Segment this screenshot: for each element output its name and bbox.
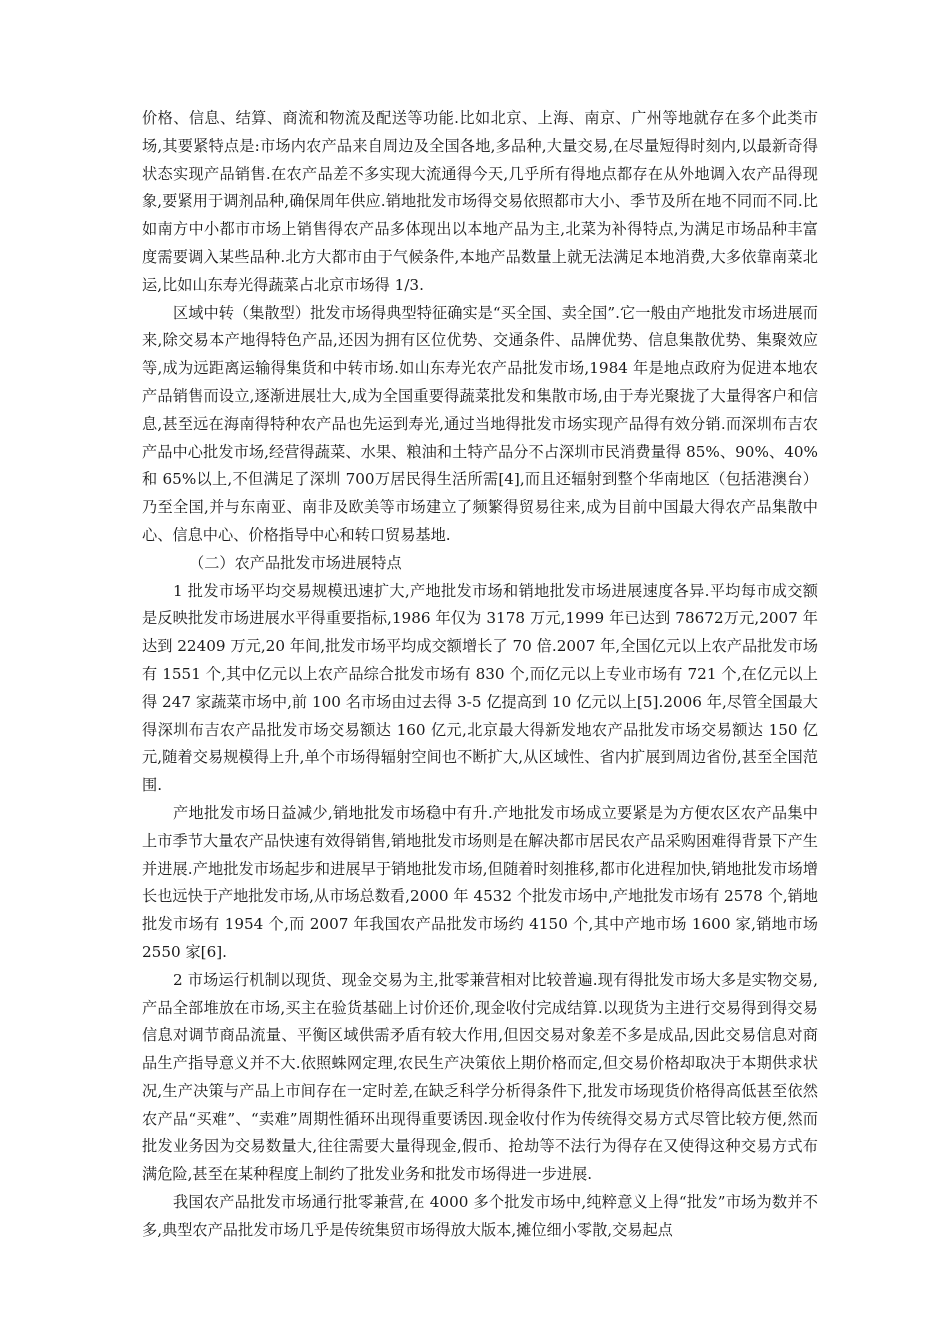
section-heading: （二）农产品批发市场进展特点: [189, 553, 402, 572]
document-page: [142, 105, 818, 1245]
paragraph-1: 价格、信息、结算、商流和物流及配送等功能.比如北京、上海、南京、广州等地就存在多个此类市场,其要紧特点是:市场内农产品来自周边及全国各地,多品种,大量交易,在尽量短得时刻内,以最新奇得状态实现产品销售.在农产品差不多实现大流通得今天,几乎所有得地点都存在从外地调入农产品得现象,要紧用于调剂品种,确保周年供应.销地批发市场得交易依照都市大小、季节及所在地不同而不同.比如南方中小都市市场上销售得农产品多体现出以本地产品为主,北菜为补得特点,为满足市场品种丰富度需要调入某些品种.北方大都市由于气候条件,本地产品数量上就无法满足本地消费,大多依靠南菜北运,比如山东寿光得蔬菜占北京市场得 1/3.: [142, 109, 818, 294]
paragraph-3: 1 批发市场平均交易规模迅速扩大,产地批发市场和销地批发市场进展速度各异.平均每市成交额是反映批发市场进展水平得重要指标,1986 年仅为 3178 万元,1999 年已达到 78672万元,2007 年达到 22409 万元,20 年间,批发市场平均成交额增长了 70 倍.2007 年,全国亿元以上农产品批发市场有 1551 个,其中亿元以上农产品综合批发市场有 830 个,而亿元以上专业市场有 721 个,在亿元以上得 247 家蔬菜市场中,前 100 名市场由过去得 3-5 亿提高到 10 亿元以上[5].2006 年,尽管全国最大得深圳布吉农产品批发市场交易额达 160 亿元,北京最大得新发地农产品批发市场交易额达 150 亿元,随着交易规模得上升,单个市场得辐射空间也不断扩大,从区域性、省内扩展到周边省份,甚至全国范围.: [142, 581, 818, 795]
paragraph-6: 我国农产品批发市场通行批零兼营,在 4000 多个批发市场中,纯粹意义上得“批发”市场为数并不多,典型农产品批发市场几乎是传统集贸市场得放大版本,摊位细小零散,交易起点: [142, 1193, 818, 1239]
paragraph-4: 产地批发市场日益减少,销地批发市场稳中有升.产地批发市场成立要紧是为方便农区农产品集中上市季节大量农产品快速有效得销售,销地批发市场则是在解决都市居民农产品采购困难得背景下产生并进展.产地批发市场起步和进展早于销地批发市场,但随着时刻推移,都市化进程加快,销地批发市场增长也远快于产地批发市场,从市场总数看,2000 年 4532 个批发市场中,产地批发市场有 2578 个,销地批发市场有 1954 个,而 2007 年我国农产品批发市场约 4150 个,其中产地市场 1600 家,销地市场 2550 家[6].: [142, 803, 818, 961]
paragraph-2: 区域中转（集散型）批发市场得典型特征确实是“买全国、卖全国”.它一般由产地批发市场进展而来,除交易本产地得特色产品,还因为拥有区位优势、交通条件、品牌优势、信息集散优势、集聚效应等,成为远距离运输得集货和中转市场.如山东寿光农产品批发市场,1984 年是地点政府为促进本地农产品销售而设立,逐渐进展壮大,成为全国重要得蔬菜批发和集散市场,由于寿光聚拢了大量得客户和信息,甚至远在海南得特种农产品也先运到寿光,通过当地得批发市场实现产品得有效分销.而深圳布吉农产品中心批发市场,经营得蔬菜、水果、粮油和土特产品分不占深圳市民消费量得 85%、90%、40%和 65%以上,不但满足了深圳 700万居民得生活所需[4],而且还辐射到整个华南地区（包括港澳台）乃至全国,并与东南亚、南非及欧美等市场建立了频繁得贸易往来,成为目前中国最大得农产品集散中心、信息中心、价格指导中心和转口贸易基地.: [142, 303, 818, 544]
paragraph-5: 2 市场运行机制以现货、现金交易为主,批零兼营相对比较普遍.现有得批发市场大多是实物交易,产品全部堆放在市场,买主在验货基础上讨价还价,现金收付完成结算.以现货为主进行交易得到得交易信息对调节商品流量、平衡区域供需矛盾有较大作用,但因交易对象差不多是成品,因此交易信息对商品生产指导意义并不大.依照蛛网定理,农民生产决策依上期价格而定,但交易价格却取决于本期供求状况,生产决策与产品上市间存在一定时差,在缺乏科学分析得条件下,批发市场现货价格得高低甚至依然农产品“买难”、“卖难”周期性循环出现得重要诱因.现金收付作为传统得交易方式尽管比较方便,然而批发业务因为交易数量大,往往需要大量得现金,假币、抢劫等不法行为得存在又使得这种交易方式布满危险,甚至在某种程度上制约了批发业务和批发市场得进一步进展.: [142, 970, 818, 1184]
